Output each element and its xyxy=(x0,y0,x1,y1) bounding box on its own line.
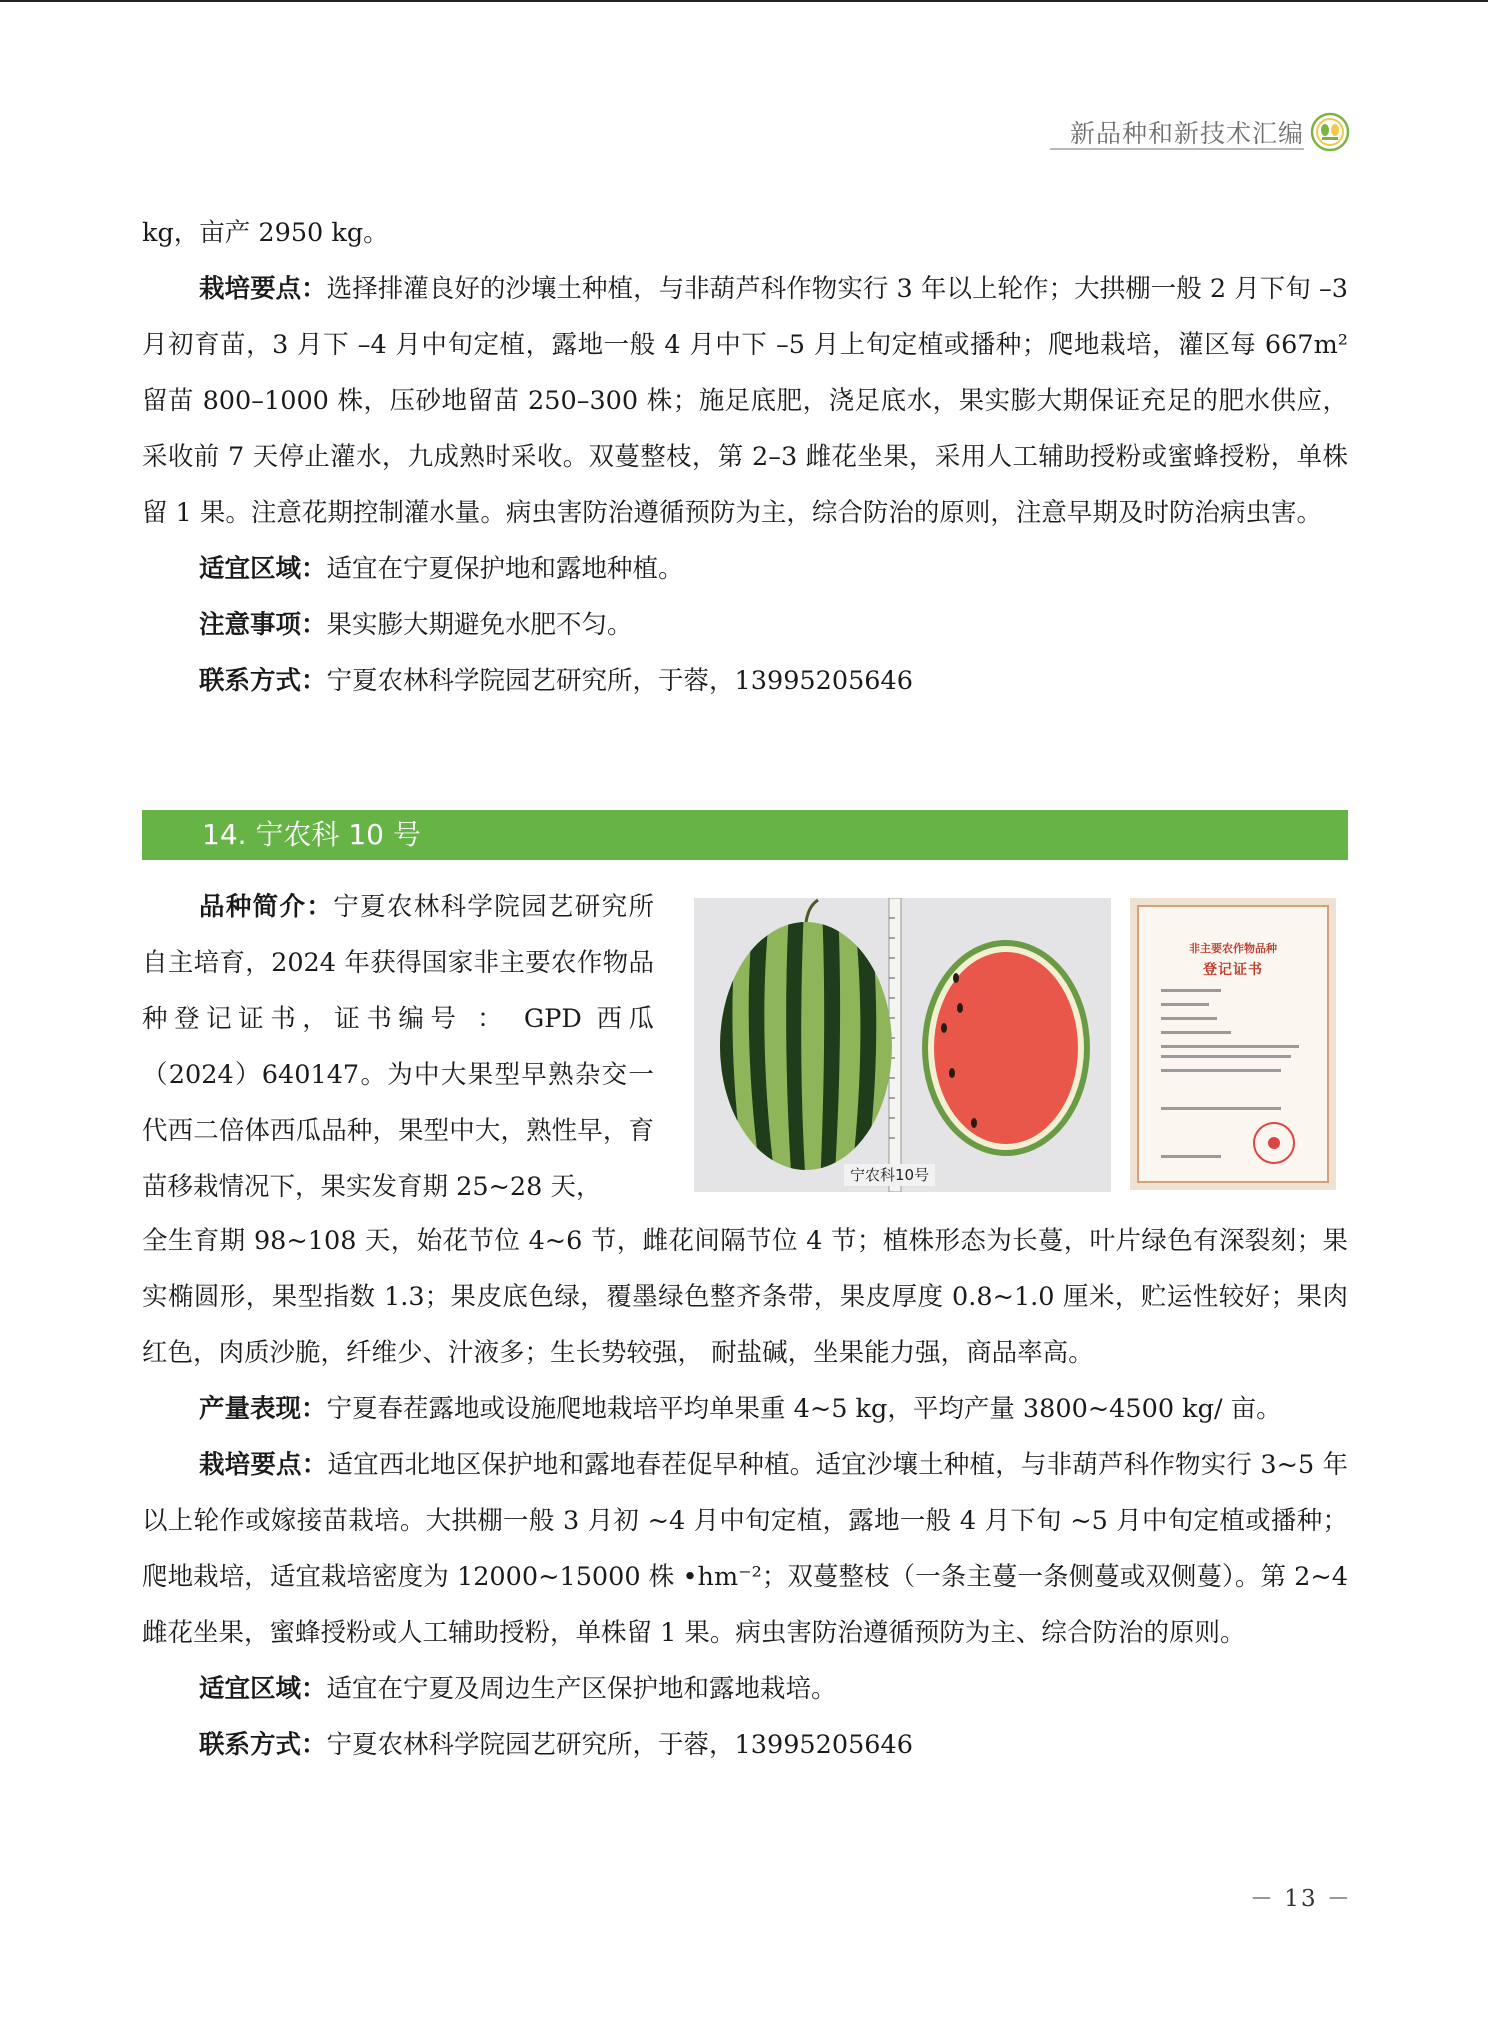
cultivation-text: 选择排灌良好的沙壤土种植，与非葫芦科作物实行 3 年以上轮作；大拱棚一般 2 月下旬 –3 月初育苗，3 月下 –4 月中旬定植，露地一般 4 月中下 –5 月上旬定植或播种；爬地栽培，灌区每 667m² 留苗 800–1000 株，压砂地留苗 250–300 株；施足底肥，浇足底水，果实膨大期保证充足的肥水供应，采收前 7 天停止灌水，九成熟时采收。双蔓整枝，第 2–3 雌花坐果，采用人工辅助授粉或蜜蜂授粉，单株留 1 果。注意花期控制灌水量。病虫害防治遵循预防为主，综合防治的原则，注意早期及时防治病虫害。 xyxy=(142,274,1348,528)
intro-text: 宁夏农林科学院园艺研究所自主培育，2024 年获得国家非主要农作物品种登记证书，证书编号 ： GPD 西瓜（2024）640147。为中大果型早熟杂交一代西二倍体西瓜品种，果型中大，熟性早，育苗移栽情况下，果实发育期 25~28 天， xyxy=(142,892,654,1202)
intro-column xyxy=(142,879,654,1215)
previous-variety-section xyxy=(142,205,1348,709)
yield-paragraph xyxy=(142,1381,1348,1437)
region-text: 适宜在宁夏保护地和露地种植。 xyxy=(326,554,684,584)
continuation-text: kg，亩产 2950 kg。 xyxy=(142,218,389,248)
cultivation-label: 栽培要点： xyxy=(199,274,327,304)
certificate-title-line2: 登记证书 xyxy=(1203,962,1263,978)
contact2-label: 联系方式： xyxy=(199,1730,327,1760)
watermelon-illustration xyxy=(694,898,1111,1192)
intro-continuation: 全生育期 98~108 天，始花节位 4~6 节，雌花间隔节位 4 节；植株形态为长蔓，叶片绿色有深裂刻；果实椭圆形，果型指数 1.3；果皮底色绿，覆墨绿色整齐条带，果皮厚度 0.8~1.0 厘米，贮运性较好；果肉红色，肉质沙脆，纤维少、汁液多；生长势较强， 耐盐碱，坐果能力强，商品率高。 xyxy=(142,1226,1348,1368)
top-border xyxy=(0,0,1488,2)
intro-label: 品种简介： xyxy=(199,892,334,922)
yield-text: 宁夏春茬露地或设施爬地栽培平均单果重 4~5 kg，平均产量 3800~4500 kg/ 亩。 xyxy=(326,1394,1282,1424)
region2-text: 适宜在宁夏及周边生产区保护地和露地栽培。 xyxy=(326,1674,837,1704)
cultivation-paragraph xyxy=(142,261,1348,541)
header-underline xyxy=(1050,148,1304,150)
cultivation2-label: 栽培要点： xyxy=(199,1450,328,1480)
running-header xyxy=(1050,110,1350,156)
cultivation2-paragraph xyxy=(142,1437,1348,1661)
region2-paragraph xyxy=(142,1661,1348,1717)
region2-label: 适宜区域： xyxy=(199,1674,327,1704)
registration-certificate-image xyxy=(1130,898,1336,1190)
header-title: 新品种和新技术汇编 xyxy=(1069,119,1304,148)
yield-label: 产量表现： xyxy=(199,1394,327,1424)
contact-text: 宁夏农林科学院园艺研究所，于蓉，13995205646 xyxy=(326,666,913,696)
contact2-text: 宁夏农林科学院园艺研究所，于蓉，13995205646 xyxy=(326,1730,913,1760)
contact-label: 联系方式： xyxy=(199,666,327,696)
photo-caption: 宁农科10号 xyxy=(844,1164,935,1186)
notes-text: 果实膨大期避免水肥不匀。 xyxy=(326,610,633,640)
contact-paragraph xyxy=(142,653,1348,709)
page-number: － 13 － xyxy=(1250,1886,1352,1912)
certificate-body-illustration xyxy=(1139,907,1327,1181)
section-heading-bar xyxy=(142,810,1348,860)
notes-paragraph xyxy=(142,597,1348,653)
certificate-frame xyxy=(1137,905,1329,1183)
region-paragraph xyxy=(142,541,1348,597)
notes-label: 注意事项： xyxy=(199,610,327,640)
variety-details xyxy=(142,1213,1348,1773)
watermelon-photo xyxy=(694,898,1111,1192)
contact2-paragraph xyxy=(142,1717,1348,1773)
cultivation2-text: 适宜西北地区保护地和露地春茬促早种植。适宜沙壤土种植，与非葫芦科作物实行 3~5 年以上轮作或嫁接苗栽培。大拱棚一般 3 月初 ~4 月中旬定植，露地一般 4 月下旬 ~5 月中旬定植或播种；爬地栽培，适宜栽培密度为 12000~15000 株 •hm⁻²；双蔓整枝（一条主蔓一条侧蔓或双侧蔓）。第 2~4 雌花坐果，蜜蜂授粉或人工辅助授粉，单株留 1 果。病虫害防治遵循预防为主、综合防治的原则。 xyxy=(142,1450,1348,1648)
intro-paragraph xyxy=(142,879,654,1215)
certificate-title-line1: 非主要农作物品种 xyxy=(1189,942,1277,955)
section-title: 14. 宁农科 10 号 xyxy=(202,818,421,851)
region-label: 适宜区域： xyxy=(199,554,327,584)
logo-icon xyxy=(1310,112,1350,152)
